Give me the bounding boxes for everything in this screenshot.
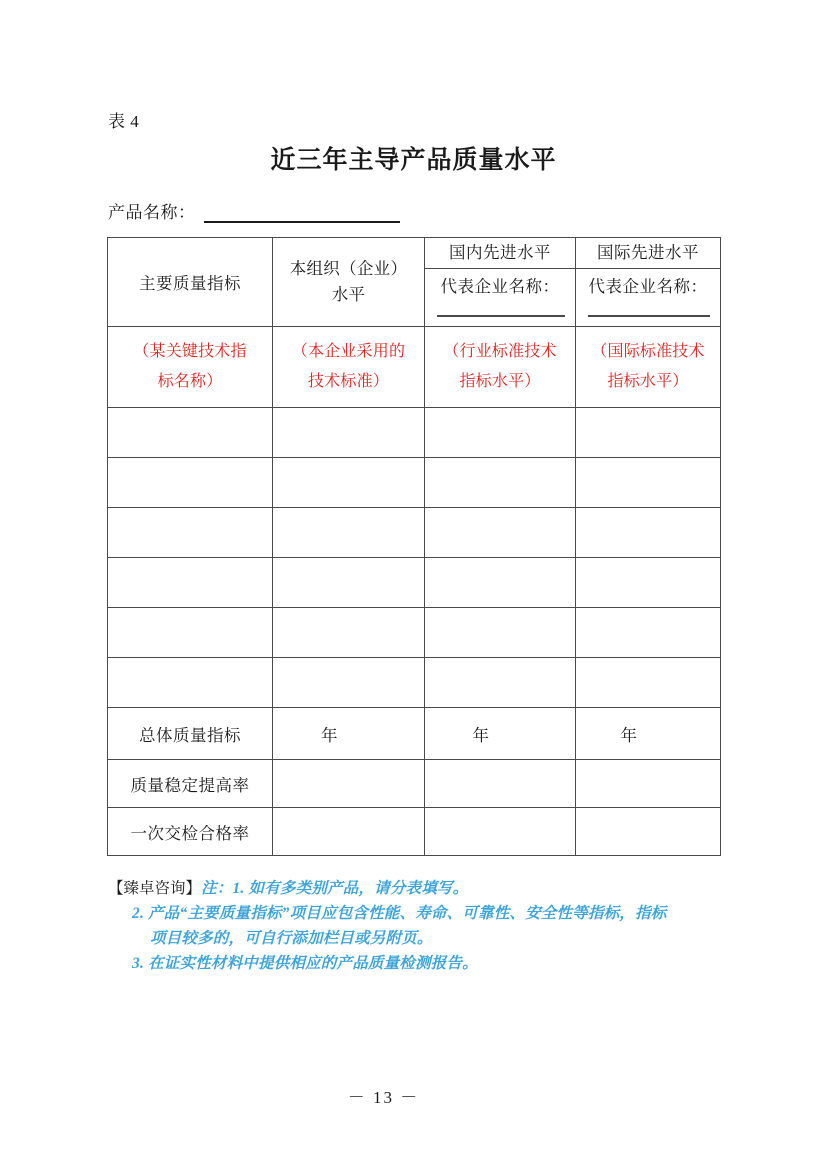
table-row: [108, 708, 721, 760]
product-name-label: 产品名称：: [108, 203, 196, 222]
table-cell-empty[interactable]: [108, 608, 273, 658]
header-cell-org-level: [273, 238, 425, 327]
header-international-company-label: [576, 269, 720, 326]
table-cell-empty[interactable]: [576, 458, 721, 508]
header-cell-international-level: [576, 238, 721, 327]
summary-row-label: 质量稳定提高率: [108, 760, 273, 808]
table-cell-empty[interactable]: [425, 458, 576, 508]
note-line-1: [108, 876, 758, 901]
guidance-cell-indicator-name: [108, 327, 273, 408]
table-cell-empty[interactable]: [576, 608, 721, 658]
guidance-indicator-line2: 标名称）: [157, 373, 223, 390]
table-cell-empty[interactable]: [576, 408, 721, 458]
guidance-org-line1: （本企业采用的: [291, 342, 406, 360]
table-cell-empty[interactable]: [576, 558, 721, 608]
table-cell-empty[interactable]: [425, 558, 576, 608]
table-cell-empty[interactable]: [576, 508, 721, 558]
summary-row-value[interactable]: 年: [425, 708, 576, 760]
table-cell-empty[interactable]: [108, 558, 273, 608]
table-cell-empty[interactable]: [273, 558, 425, 608]
header-domestic-company-blank[interactable]: [437, 315, 565, 317]
table-cell-empty[interactable]: [425, 508, 576, 558]
table-cell-empty[interactable]: [425, 608, 576, 658]
table-cell-empty[interactable]: [576, 808, 721, 856]
brand-tag: 【臻卓咨询】: [108, 880, 202, 897]
table-cell-empty[interactable]: [576, 658, 721, 708]
header-org-level-line2: 水平: [331, 285, 366, 304]
table-row: [108, 658, 721, 708]
header-international-level-label: 国际先进水平: [576, 238, 720, 269]
table-cell-empty[interactable]: [576, 760, 721, 808]
guidance-industry-line1: （行业标准技术: [443, 342, 557, 360]
table-cell-empty[interactable]: [273, 658, 425, 708]
table-cell-empty[interactable]: [273, 808, 425, 856]
page-title: 近三年主导产品质量水平: [270, 145, 557, 174]
product-name-field: [108, 198, 400, 223]
table-cell-empty[interactable]: [425, 658, 576, 708]
table-row: [108, 508, 721, 558]
header-org-level-label: [273, 256, 424, 307]
guidance-indicator-line1: （某关键技术指: [133, 342, 247, 360]
table-cell-empty[interactable]: [273, 760, 425, 808]
header-domestic-company-label: [425, 269, 575, 326]
summary-row-value[interactable]: 年: [273, 708, 425, 760]
table-cell-empty[interactable]: [108, 658, 273, 708]
table-cell-empty[interactable]: [273, 508, 425, 558]
header-cell-main-indicator: [108, 238, 273, 327]
guidance-row: [108, 327, 721, 408]
guidance-org-line2: 技术标准）: [307, 373, 389, 390]
guidance-cell-org-standard: [273, 327, 425, 408]
note-line-4: 3. 在证实性材料中提供相应的产品质量检测报告。: [132, 955, 478, 973]
summary-row-label: 一次交检合格率: [108, 808, 273, 856]
table-cell-empty[interactable]: [108, 408, 273, 458]
note-line-3: 项目较多的，可自行添加栏目或另附页。: [150, 930, 433, 948]
table-cell-empty[interactable]: [425, 760, 576, 808]
table-cell-empty[interactable]: [273, 458, 425, 508]
table-row: [108, 608, 721, 658]
table-row: [108, 408, 721, 458]
table-cell-empty[interactable]: [108, 458, 273, 508]
page-number: － 13 －: [347, 1088, 420, 1107]
guidance-cell-international-standard: [576, 327, 721, 408]
header-main-indicator-label: 主要质量指标: [139, 274, 241, 293]
header-domestic-company-text: 代表企业名称：: [440, 277, 560, 296]
quality-level-table: [107, 237, 721, 856]
table-label: 表 4: [108, 112, 140, 131]
summary-row-value[interactable]: 年: [576, 708, 721, 760]
header-org-level-line1: 本组织（企业）: [289, 259, 408, 279]
header-domestic-level-label: 国内先进水平: [425, 238, 575, 269]
guidance-cell-industry-standard: [425, 327, 576, 408]
table-cell-empty[interactable]: [273, 408, 425, 458]
summary-row-label: 总体质量指标: [108, 708, 273, 760]
guidance-industry-line2: 指标水平）: [459, 373, 541, 390]
table-cell-empty[interactable]: [425, 408, 576, 458]
table-row: [108, 558, 721, 608]
header-international-company-text: 代表企业名称：: [588, 277, 708, 296]
notes-section: [108, 876, 758, 976]
table-cell-empty[interactable]: [425, 808, 576, 856]
table-row: [108, 760, 721, 808]
header-international-company-blank[interactable]: [588, 315, 710, 317]
table-cell-empty[interactable]: [273, 608, 425, 658]
product-name-blank[interactable]: [204, 204, 400, 223]
table-header-row: [108, 238, 721, 327]
table-row: [108, 458, 721, 508]
guidance-international-line2: 指标水平）: [607, 373, 689, 390]
guidance-international-line1: （国际标准技术: [591, 342, 705, 360]
header-cell-domestic-level: [425, 238, 576, 327]
table-row: [108, 808, 721, 856]
table-cell-empty[interactable]: [108, 508, 273, 558]
note-line-2: 2. 产品“主要质量指标”项目应包含性能、寿命、可靠性、安全性等指标，指标: [132, 905, 667, 923]
note-1-text: 注：1. 如有多类别产品，请分表填写。: [201, 880, 469, 897]
